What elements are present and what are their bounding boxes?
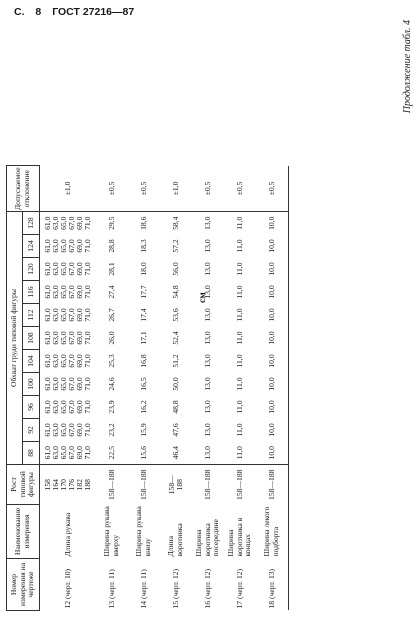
- table-row: [128, 166, 160, 611]
- cell-value: 11,0: [235, 239, 245, 253]
- cell-value: 47,6: [171, 423, 181, 437]
- cell-value: 17,4: [139, 308, 149, 322]
- cell-value: 10,0: [256, 442, 289, 465]
- cell-line: 63,0: [51, 239, 61, 253]
- header-col3: Рост типовой фигуры: [7, 465, 40, 505]
- cell-line: 63,0: [51, 354, 61, 368]
- cell-value: 13,0: [203, 423, 213, 437]
- measurements-table: [6, 165, 289, 611]
- cell-height: [40, 465, 97, 505]
- cell-line: 158—188: [267, 469, 277, 500]
- cell-line: 71,0: [82, 446, 92, 460]
- header-size: 108: [23, 327, 40, 350]
- header-size: 104: [23, 350, 40, 373]
- cell-line: 63,0: [51, 377, 61, 391]
- unit-label: см: [198, 292, 208, 303]
- cell-tolerance: ±1,0: [40, 166, 97, 212]
- cell-line: 61,0: [43, 285, 53, 299]
- cell-value: 13,0: [192, 442, 224, 465]
- continuation-caption: Продолжение табл. 4: [402, 20, 413, 114]
- cell-number: [96, 559, 128, 611]
- header-group: Обхват груди типовой фигуры: [7, 212, 23, 465]
- cell-line: 63,0: [51, 400, 61, 414]
- cell-height: [224, 465, 256, 505]
- cell-line: 67,0: [67, 400, 76, 414]
- cell-value: 18,0: [139, 262, 149, 276]
- measure-number: 16: [202, 600, 212, 609]
- cell-line: 176: [67, 479, 76, 491]
- cell-line: 67,0: [67, 377, 76, 391]
- table-row: [160, 166, 192, 611]
- cell-value: 28,8: [107, 239, 117, 253]
- cell-value: 13,0: [203, 354, 213, 368]
- header-size: 116: [23, 281, 40, 304]
- cell-height: [160, 465, 192, 505]
- cell-line: 69,0: [74, 377, 84, 391]
- cell-value: 18,3: [139, 239, 149, 253]
- cell-value: 11,0: [235, 285, 245, 299]
- cell-value: 24,6: [107, 377, 117, 391]
- cell-line: 69,0: [74, 308, 84, 322]
- cell-line: 65,0: [59, 239, 69, 253]
- cell-line: 170: [59, 479, 69, 491]
- table-row: [256, 166, 289, 611]
- cell-height: [192, 465, 224, 505]
- cell-tolerance: ±0,5: [224, 166, 256, 212]
- cell-tolerance: ±0,5: [192, 166, 224, 212]
- cell-line: 69,0: [74, 262, 84, 276]
- cell-value: 10,0: [256, 373, 289, 396]
- cell-value: 16,5: [139, 377, 149, 391]
- cell-value: 13,0: [203, 262, 213, 276]
- cell-line: 158—188: [203, 469, 213, 500]
- cell-value: 46,4: [160, 442, 192, 465]
- cell-line: 69,0: [74, 400, 84, 414]
- cell-line: 65,0: [59, 400, 69, 414]
- cell-line: 67,0: [67, 354, 76, 368]
- cell-line: 67,0: [67, 262, 76, 276]
- cell-line: 67,0: [67, 423, 76, 437]
- cell-line: 61,0: [43, 308, 53, 322]
- cell-line: 63,0: [51, 262, 61, 276]
- cell-line: 164: [51, 479, 61, 491]
- cell-value: 13,0: [203, 285, 213, 299]
- cell-number: [224, 559, 256, 611]
- measure-number: 13: [106, 600, 116, 609]
- cell-line: 61,0: [43, 400, 53, 414]
- cell-value: [40, 304, 97, 327]
- cell-height: [256, 465, 289, 505]
- header-size: 128: [23, 212, 40, 235]
- cell-line: 61,0: [43, 331, 53, 345]
- drawing-ref: (черт. 12): [234, 568, 244, 599]
- cell-tolerance: ±1,0: [160, 166, 192, 212]
- cell-value: 27,4: [107, 285, 117, 299]
- drawing-ref: (черт. 12): [170, 568, 180, 599]
- cell-number: [160, 559, 192, 611]
- cell-line: 71,0: [82, 216, 92, 230]
- cell-line: 158—: [167, 475, 177, 495]
- cell-value: 29,5: [107, 216, 117, 230]
- cell-line: 61,0: [43, 354, 53, 368]
- cell-value: [40, 442, 97, 465]
- cell-line: 61,0: [43, 423, 53, 437]
- cell-line: 158—188: [139, 469, 149, 500]
- cell-value: 11,0: [235, 308, 245, 322]
- cell-line: 63,0: [51, 423, 61, 437]
- header-col2: Наименование измерения: [7, 505, 40, 559]
- cell-value: 10,0: [256, 350, 289, 373]
- header-size: 96: [23, 396, 40, 419]
- cell-line: 63,0: [51, 216, 61, 230]
- cell-value: 56,0: [171, 262, 181, 276]
- cell-value: [40, 396, 97, 419]
- cell-line: 71,0: [82, 262, 92, 276]
- cell-value: 16,2: [139, 400, 149, 414]
- cell-line: 71,0: [82, 285, 92, 299]
- cell-line: 69,0: [74, 216, 84, 230]
- cell-height: [96, 465, 128, 505]
- cell-value: 26,7: [107, 308, 117, 322]
- cell-line: 188: [175, 479, 184, 491]
- cell-line: 69,0: [74, 354, 84, 368]
- measure-number: 15: [170, 600, 180, 609]
- cell-line: 69,0: [74, 446, 84, 460]
- page-number: 8: [35, 6, 42, 18]
- cell-number: [128, 559, 160, 611]
- cell-value: [40, 281, 97, 304]
- header-size: 92: [23, 419, 40, 442]
- cell-line: 67,0: [67, 216, 76, 230]
- cell-line: 69,0: [74, 239, 84, 253]
- cell-line: 63,0: [51, 446, 61, 460]
- header-size: 124: [23, 235, 40, 258]
- cell-line: 61,0: [43, 262, 53, 276]
- cell-value: [40, 235, 97, 258]
- measure-number: 12: [62, 600, 72, 609]
- header-size: 112: [23, 304, 40, 327]
- cell-line: 61,0: [43, 446, 53, 460]
- drawing-ref: (черт. 10): [62, 568, 72, 599]
- cell-value: 22,5: [96, 442, 128, 465]
- document-code: ГОСТ 27216—87: [52, 6, 135, 18]
- cell-line: 61,0: [43, 239, 53, 253]
- cell-name: Ширина рукава вверху: [102, 506, 120, 557]
- cell-value: 17,7: [139, 285, 149, 299]
- cell-value: [40, 212, 97, 235]
- cell-line: 182: [74, 479, 84, 491]
- cell-line: 65,0: [59, 216, 69, 230]
- table-body: [7, 166, 289, 611]
- cell-line: 65,0: [59, 354, 69, 368]
- cell-value: 58,4: [171, 216, 181, 230]
- cell-name: Длина воротника: [166, 523, 184, 557]
- cell-height: [128, 465, 160, 505]
- cell-value: [40, 373, 97, 396]
- cell-value: 28,1: [107, 262, 117, 276]
- cell-value: 25,3: [107, 354, 117, 368]
- cell-value: 17,1: [139, 331, 149, 345]
- cell-tolerance: ±0,5: [128, 166, 160, 212]
- cell-value: 54,8: [171, 285, 181, 299]
- cell-line: 65,0: [59, 377, 69, 391]
- cell-line: 65,0: [59, 423, 69, 437]
- cell-line: 69,0: [74, 331, 84, 345]
- cell-value: 10,0: [256, 281, 289, 304]
- cell-value: 53,6: [171, 308, 181, 322]
- cell-line: 158: [43, 479, 53, 491]
- cell-value: 48,8: [171, 400, 181, 414]
- page-label: С.: [14, 6, 25, 18]
- cell-name: Длина рукава: [62, 512, 72, 557]
- cell-line: 71,0: [82, 308, 92, 322]
- cell-line: 65,0: [59, 285, 69, 299]
- cell-name: Ширина воротника в концах: [225, 517, 253, 557]
- cell-line: 158—188: [235, 469, 245, 500]
- cell-value: 26,0: [107, 331, 117, 345]
- cell-value: 51,2: [171, 354, 181, 368]
- cell-value: 11,0: [235, 354, 245, 368]
- measure-number: 14: [138, 600, 148, 609]
- cell-value: [40, 258, 97, 281]
- cell-line: 61,0: [43, 216, 53, 230]
- cell-value: 11,0: [235, 262, 245, 276]
- cell-line: 61,0: [43, 377, 53, 391]
- cell-value: 11,0: [235, 400, 245, 414]
- cell-line: 67,0: [67, 308, 76, 322]
- header-col1: Номер измерения на чертеже: [7, 559, 40, 611]
- table-row: [224, 166, 256, 611]
- cell-line: 63,0: [51, 331, 61, 345]
- cell-value: 13,0: [203, 239, 213, 253]
- cell-value: 16,8: [139, 354, 149, 368]
- cell-value: 50,0: [171, 377, 181, 391]
- cell-line: 67,0: [67, 446, 76, 460]
- drawing-ref: (черт. 12): [202, 568, 212, 599]
- cell-line: 69,0: [74, 285, 84, 299]
- cell-tolerance: ±0,5: [256, 166, 289, 212]
- drawing-ref: (черт. 11): [138, 569, 148, 599]
- cell-value: 18,6: [139, 216, 149, 230]
- cell-line: 63,0: [51, 285, 61, 299]
- cell-line: 158—188: [107, 469, 117, 500]
- cell-line: 65,0: [59, 308, 69, 322]
- cell-value: 11,0: [235, 423, 245, 437]
- cell-line: 69,0: [74, 423, 84, 437]
- cell-value: 10,0: [256, 396, 289, 419]
- cell-line: 67,0: [67, 331, 76, 345]
- header-size: 100: [23, 373, 40, 396]
- header-size: 120: [23, 258, 40, 281]
- cell-line: 71,0: [82, 331, 92, 345]
- cell-line: 188: [82, 479, 92, 491]
- cell-value: 11,0: [235, 377, 245, 391]
- cell-line: 71,0: [82, 423, 92, 437]
- cell-line: 65,0: [59, 331, 69, 345]
- cell-value: 13,0: [203, 331, 213, 345]
- cell-value: 15,9: [139, 423, 149, 437]
- cell-value: 10,0: [256, 212, 289, 235]
- cell-line: 65,0: [59, 446, 69, 460]
- measure-number: 17: [234, 600, 244, 609]
- cell-value: [40, 419, 97, 442]
- cell-line: 71,0: [82, 239, 92, 253]
- table-row: [192, 166, 224, 611]
- cell-tolerance: ±0,5: [96, 166, 128, 212]
- cell-value: 11,0: [235, 216, 245, 230]
- drawing-ref: (черт. 11): [106, 569, 116, 599]
- cell-line: 71,0: [82, 400, 92, 414]
- cell-value: 23,9: [107, 400, 117, 414]
- cell-value: 10,0: [256, 258, 289, 281]
- cell-name: Ширина лекого подборта: [256, 505, 289, 559]
- cell-value: 11,0: [235, 331, 245, 345]
- header-size: 88: [23, 442, 40, 465]
- cell-value: 10,0: [256, 327, 289, 350]
- cell-line: 71,0: [82, 377, 92, 391]
- cell-value: 15,6: [128, 442, 160, 465]
- cell-line: 67,0: [67, 285, 76, 299]
- cell-number: [256, 559, 289, 611]
- cell-value: [40, 327, 97, 350]
- cell-value: 10,0: [256, 235, 289, 258]
- drawing-ref: (черт. 13): [266, 568, 276, 599]
- measure-number: 18: [266, 600, 276, 609]
- table-row: [40, 166, 97, 611]
- cell-value: 13,0: [203, 377, 213, 391]
- cell-value: 11,0: [224, 442, 256, 465]
- cell-number: [40, 559, 97, 611]
- cell-value: 10,0: [256, 304, 289, 327]
- header-tolerance: Допускаемое отклонение: [7, 166, 40, 212]
- cell-value: 23,2: [107, 423, 117, 437]
- cell-line: 65,0: [59, 262, 69, 276]
- cell-line: 67,0: [67, 239, 76, 253]
- cell-name: Ширина воротника посередине: [193, 519, 221, 557]
- cell-value: 52,4: [171, 331, 181, 345]
- cell-value: 13,0: [203, 216, 213, 230]
- cell-value: 57,2: [171, 239, 181, 253]
- cell-value: [40, 350, 97, 373]
- cell-name: Ширина рукава внизу: [134, 506, 152, 557]
- cell-value: 10,0: [256, 419, 289, 442]
- cell-line: 71,0: [82, 354, 92, 368]
- cell-line: 63,0: [51, 308, 61, 322]
- cell-number: [192, 559, 224, 611]
- cell-value: 13,0: [203, 400, 213, 414]
- cell-value: 13,0: [203, 308, 213, 322]
- table-row: [96, 166, 128, 611]
